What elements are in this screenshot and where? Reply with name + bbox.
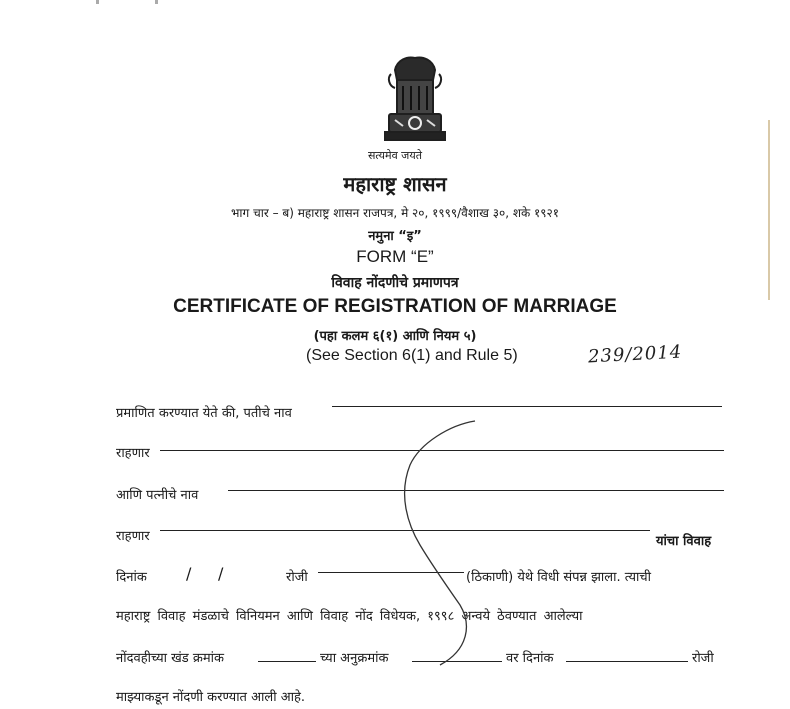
- wife-name-label: आणि पत्नीचे नाव: [116, 488, 199, 503]
- on-date-label: रोजी: [286, 570, 308, 585]
- date-label: दिनांक: [116, 570, 147, 585]
- husband-name-field[interactable]: [332, 406, 722, 407]
- register-volume-label: नोंदवहीच्या खंड क्रमांक: [116, 651, 225, 666]
- on-date-label-2: रोजी: [692, 651, 714, 666]
- registered-by-me-text: माझ्याकडून नोंदणी करण्यात आली आहे.: [116, 690, 306, 705]
- form-label-english: FORM “E”: [356, 247, 434, 266]
- government-name: महाराष्ट्र शासन: [343, 172, 447, 196]
- place-ceremony-text: (ठिकाणी) येथे विधी संपन्न झाला. त्याची: [466, 570, 652, 585]
- national-emblem-icon: [381, 52, 449, 144]
- husband-residence-label: राहणार: [116, 446, 150, 461]
- registration-date-field[interactable]: [566, 661, 688, 662]
- gazette-reference: भाग चार – ब) महाराष्ट्र शासन राजपत्र, मे २०, १९९९/वैशाख ३०, शके १९२१: [231, 206, 559, 220]
- handwritten-registration-number: 239/2014: [587, 341, 683, 368]
- emblem-motto: सत्यमेव जयते: [367, 149, 422, 162]
- wife-residence-label: राहणार: [116, 529, 150, 544]
- paper-edge-mark: [155, 0, 158, 4]
- pen-stroke-mark: [380, 415, 500, 675]
- husband-name-label: प्रमाणित करण्यात येते की, पतीचे नाव: [116, 406, 292, 421]
- section-reference-english: (See Section 6(1) and Rule 5): [306, 347, 518, 364]
- date-slash-2: /: [218, 564, 224, 583]
- act-reference-text: महाराष्ट्र विवाह मंडळाचे विनियमन आणि विवाह नोंद विधेयक, १९९८ अन्वये ठेवण्यात आलेल्या: [116, 609, 583, 624]
- volume-number-field[interactable]: [258, 661, 316, 662]
- registration-date-label: वर दिनांक: [506, 651, 554, 666]
- certificate-title-marathi: विवाह नोंदणीचे प्रमाणपत्र: [331, 275, 459, 291]
- serial-number-label: च्या अनुक्रमांक: [320, 651, 389, 666]
- form-label-marathi: नमुना “इ”: [368, 229, 422, 244]
- paper-edge-mark: [96, 0, 99, 4]
- certificate-title-english: CERTIFICATE OF REGISTRATION OF MARRIAGE: [173, 296, 617, 317]
- section-reference-marathi: (पहा कलम ६(१) आणि नियम ५): [313, 329, 477, 344]
- marriage-of-label: यांचा विवाह: [656, 534, 712, 549]
- date-slash-1: /: [186, 564, 192, 583]
